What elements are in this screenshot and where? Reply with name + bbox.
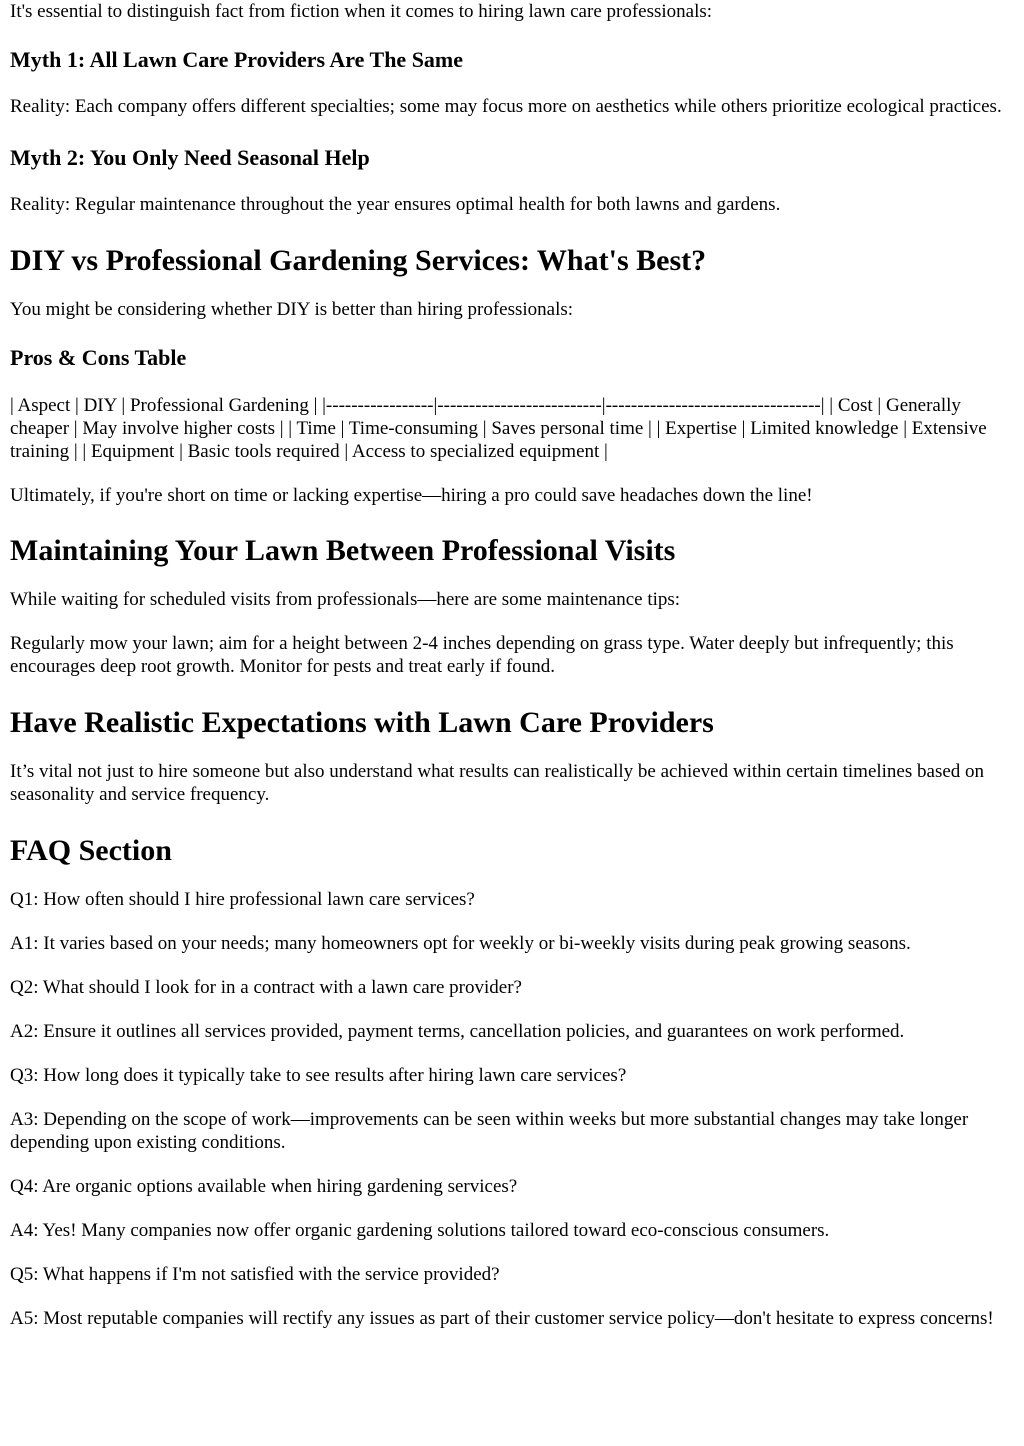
myth-2-heading: Myth 2: You Only Need Seasonal Help xyxy=(10,145,370,170)
expectations-heading: Have Realistic Expectations with Lawn Care Providers xyxy=(10,706,714,739)
faq-question-1: Q1: How often should I hire professional lawn care services? xyxy=(10,889,475,910)
faq-question-4: Q4: Are organic options available when hiring gardening services? xyxy=(10,1176,518,1197)
myth-2-text: Reality: Regular maintenance throughout the year ensures optimal health for both lawns and gardens. xyxy=(10,194,781,215)
maintain-heading: Maintaining Your Lawn Between Professional Visits xyxy=(10,534,676,567)
faq-answer-5: A5: Most reputable companies will rectify any issues as part of their customer service policy—don't hesitate to express concerns! xyxy=(10,1308,994,1329)
expectations-text: It’s vital not just to hire someone but also understand what results can realistically be achieved within certain timelines based on seasonality and service frequency. xyxy=(10,761,985,805)
diy-heading: DIY vs Professional Gardening Services: What's Best? xyxy=(10,244,707,277)
myth-1-text: Reality: Each company offers different specialties; some may focus more on aesthetics while others prioritize ecological practices. xyxy=(10,96,1002,117)
pros-cons-table-text: | Aspect | DIY | Professional Gardening | |-----------------|--------------------------|----------------------------------| | Cost | Generally cheaper | May involve higher costs | | Time | Time-consuming | Saves personal time | | Expertise | Limited knowledge | Extensive training | | Equipment | Basic tools required | Access to specialized equipment | xyxy=(10,395,987,462)
faq-question-3: Q3: How long does it typically take to see results after hiring lawn care services? xyxy=(10,1065,627,1086)
diy-intro: You might be considering whether DIY is better than hiring professionals: xyxy=(10,299,574,320)
faq-heading: FAQ Section xyxy=(10,834,172,867)
faq-answer-3: A3: Depending on the scope of work—improvements can be seen within weeks but more substantial changes may take longer depending upon existing conditions. xyxy=(10,1109,969,1153)
faq-question-5: Q5: What happens if I'm not satisfied with the service provided? xyxy=(10,1264,500,1285)
diy-conclusion: Ultimately, if you're short on time or lacking expertise—hiring a pro could save headaches down the line! xyxy=(10,485,813,506)
maintain-tips: Regularly mow your lawn; aim for a height between 2-4 inches depending on grass type. Water deeply but infrequently; this encourages deep root growth. Monitor for pests and treat early if found. xyxy=(10,633,954,677)
faq-answer-4: A4: Yes! Many companies now offer organic gardening solutions tailored toward eco-conscious consumers. xyxy=(10,1220,830,1241)
faq-answer-2: A2: Ensure it outlines all services provided, payment terms, cancellation policies, and guarantees on work performed. xyxy=(10,1021,905,1042)
myth-1-heading: Myth 1: All Lawn Care Providers Are The Same xyxy=(10,47,464,72)
intro-paragraph: It's essential to distinguish fact from fiction when it comes to hiring lawn care professionals: xyxy=(10,1,713,22)
table-title: Pros & Cons Table xyxy=(10,345,187,370)
faq-answer-1: A1: It varies based on your needs; many homeowners opt for weekly or bi-weekly visits during peak growing seasons. xyxy=(10,933,911,954)
faq-question-2: Q2: What should I look for in a contract with a lawn care provider? xyxy=(10,977,522,998)
maintain-intro: While waiting for scheduled visits from professionals—here are some maintenance tips: xyxy=(10,589,681,610)
